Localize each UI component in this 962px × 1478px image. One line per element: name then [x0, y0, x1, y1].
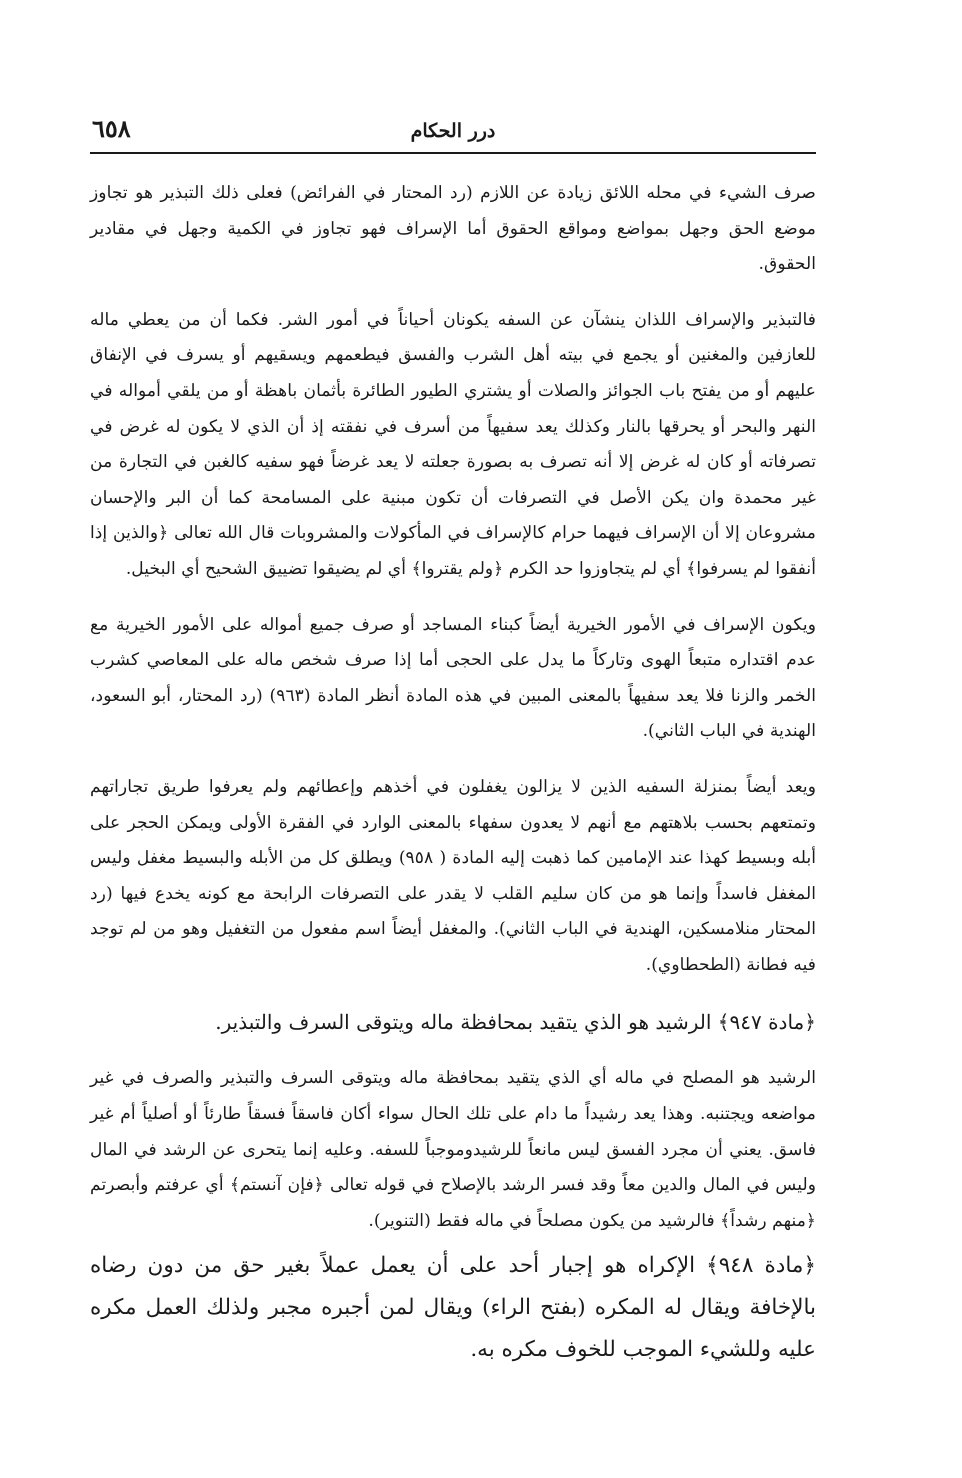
article-948: ﴿مادة ٩٤٨﴾ الإكراه هو إجبار أحد على أن يعمل عملاً بغير حق من دون رضاه بالإخافة ويقال له المكره (بفتح الراء) ويقال لمن أجبره مجبر ولذلك العمل مكره عليه وللشيء الموجب للخوف مكره به. — [90, 1253, 816, 1363]
running-title: درر الحكام — [410, 120, 496, 142]
body-text — [90, 176, 816, 1371]
paragraph-simpleton: ويعد أيضاً بمنزلة السفيه الذين لا يزالون يغفلون في أخذهم وإعطائهم ولم يعرفوا طريق تجاراتهم وتمتعهم بحسب بلاهتهم مع أنهم لا يعدون سفهاء بالمعنى الوارد في الفقرة الأولى ويمكن الحجر على أبله وبسيط كهذا عند الإمامين كما ذهبت إليه المادة ( ٩٥٨) ويطلق كل من الأبله والبسيط مغفل وليس المغفل فاسداً وإنما هو من كان سليم القلب لا يقدر على التصرفات الرابحة مع كونه يخدع فيها (رد المحتار منلامسكين، الهندية في الباب الثاني). والمغفل أيضاً اسم مفعول من التغفيل وهو من لم توجد فيه فطانة (الطحطاوي). — [90, 776, 817, 975]
article-947: ﴿مادة ٩٤٧﴾ الرشيد هو الذي يتقيد بمحافظة ماله ويتوقى السرف والتبذير. — [215, 1010, 816, 1035]
paragraph-extravagance: فالتبذير والإسراف اللذان ينشآن عن السفه يكونان أحياناً في أمور الشر. فكما أن من يعطي ماله للعازفين والمغنين أو يجمع في بيته أهل الشرب والفسق فيطعمهم ويسقيهم أو يسرف في الإنفاق عليهم أو من يفتح باب الجوائز والصلات أو يشتري الطيور الطائرة بأثمان باهظة أو من يلقي أمواله في النهر والبحر أو يحرقها بالنار وكذلك يعد سفيهاً من أسرف في نفقته إذ أن الذي لا يكون له غرض في تصرفاته أو كان له غرض إلا أنه تصرف به بصورة جعلته لا يعد غرضاً فهو سفيه كالغبن في التجارة من غير محمدة وان يكن الأصل في التصرفات أن تكون مبنية على المسامحة كما أن البر والإحسان مشروعان إلا أن الإسراف فيهما حرام كالإسراف في المأكولات والمشروبات قال الله تعالى ﴿والذين إذا أنفقوا لم يسرفوا﴾ أي لم يتجاوزوا حد الكرم ﴿ولم يقتروا﴾ أي لم يضيقوا تضييق الشحيح أي البخيل. — [90, 309, 816, 579]
commentary-947: الرشيد هو المصلح في ماله أي الذي يتقيد بمحافظة ماله ويتوقى السرف والتبذير والصرف في غير مواضعه ويجتنبه. وهذا يعد رشيداً ما دام على تلك الحال سواء أكان فاسقاً فسقاً طارئاً أو أصلياً أم غير فاسق. يعني أن مجرد الفسق ليس مانعاً للرشيدوموجباً للسفه. وعليه إنما يتحرى عن الرشد في المال وليس في المال والدين معاً وقد فسر الرشد بالإصلاح في قوله تعالى ﴿فإن آنستم﴾ أي عرفتم وأبصرتم ﴿منهم رشداً﴾ فالرشيد من يكون مصلحاً في ماله فقط (التنوير). — [90, 1068, 816, 1231]
paragraph-definition: صرف الشيء في محله اللائق زيادة عن اللازم (رد المحتار في الفرائض) فعلى ذلك التبذير هو تجاوز موضع الحق وجهل بمواضع ومواقع الحقوق أما الإسراف فهو تجاوز في الكمية وجهل في مقادير الحقوق. — [90, 183, 816, 275]
page-header — [90, 108, 816, 154]
page-number: ٦٥٨ — [92, 114, 131, 143]
paragraph-charity: ويكون الإسراف في الأمور الخيرية أيضاً كبناء المساجد أو صرف جميع أمواله على الأمور الخيرية مع عدم اقتداره متبعاً الهوى وتاركاً ما يدل على الحجى أما إذا صرف شخص ماله على المعاصي كشرب الخمر والزنا فلا يعد سفيهاً بالمعنى المبين في هذه المادة أنظر المادة (٩٦٣) (رد المحتار، أبو السعود، الهندية في الباب الثاني). — [90, 614, 816, 742]
book-page — [90, 108, 816, 1371]
